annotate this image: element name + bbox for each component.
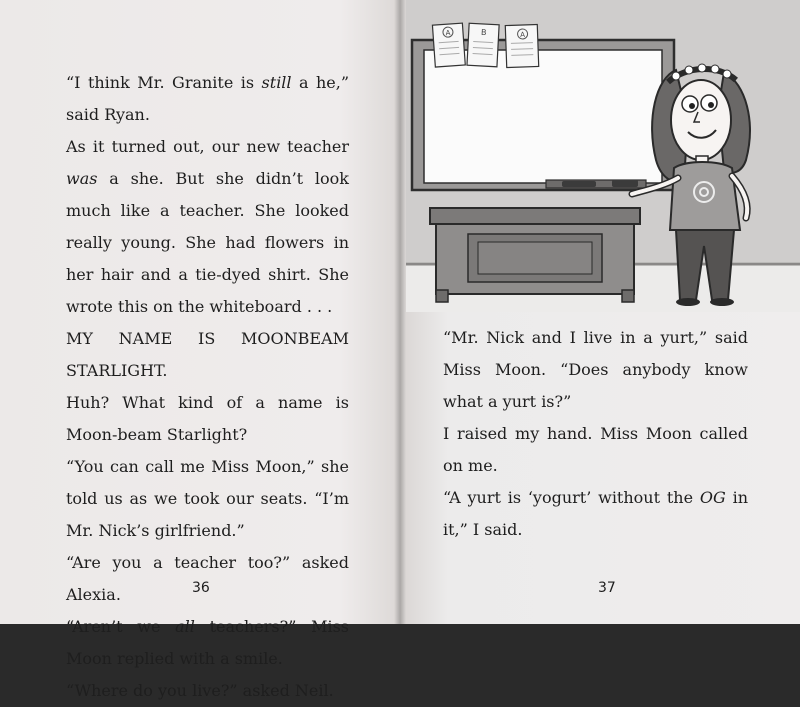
right-page	[400, 0, 800, 624]
paragraph-3: MY NAME IS MOONBEAM STARLIGHT.	[66, 329, 349, 380]
paragraph-1: “I think Mr. Granite is still a he,” said Ryan.	[66, 73, 350, 124]
paragraph-2: As it turned out, our new teacher was a she. But she didn’t look much like a teacher. She looked really young. She had flowers in her hair and a tie-dyed shirt. She wrote this on the whiteboard . . .	[66, 137, 349, 316]
paragraph-4: Huh? What kind of a name is Moon-beam Starlight?	[66, 393, 349, 444]
eraser	[612, 180, 638, 187]
paragraph-5: “You can call me Miss Moon,” she told us as we took our seats. “I’m Mr. Nick’s girlfriend.”	[66, 457, 349, 540]
paragraph-8: “Where do you live?” asked Neil.	[66, 681, 334, 700]
paper-grade-3: A	[520, 30, 526, 40]
whiteboard-surface	[424, 50, 662, 183]
classroom-illustration	[406, 0, 800, 312]
marker	[562, 181, 596, 187]
paragraph-7: “Aren’t we all teachers?” Miss Moon replied with a smile.	[66, 617, 349, 668]
paper-grade-1: A	[445, 28, 451, 38]
paragraph-2: I raised my hand. Miss Moon called on me.	[443, 424, 748, 475]
right-page-text	[443, 322, 748, 546]
paragraph-1: “Mr. Nick and I live in a yurt,” said Miss Moon. “Does anybody know what a yurt is?”	[443, 328, 748, 411]
paper-grade-2: B	[480, 27, 487, 38]
graded-papers	[432, 23, 538, 67]
paragraph-3: “A yurt is ‘yogurt’ without the OG in it,” I said.	[443, 488, 748, 539]
page-number-left: 36	[192, 580, 210, 596]
left-page	[0, 0, 400, 700]
paragraph-6: “Are you a teacher too?” asked Alexia.	[66, 553, 349, 604]
face	[671, 80, 731, 160]
page-number-right: 37	[598, 580, 616, 596]
teacher-desk	[430, 208, 640, 302]
left-page-text	[66, 67, 349, 707]
